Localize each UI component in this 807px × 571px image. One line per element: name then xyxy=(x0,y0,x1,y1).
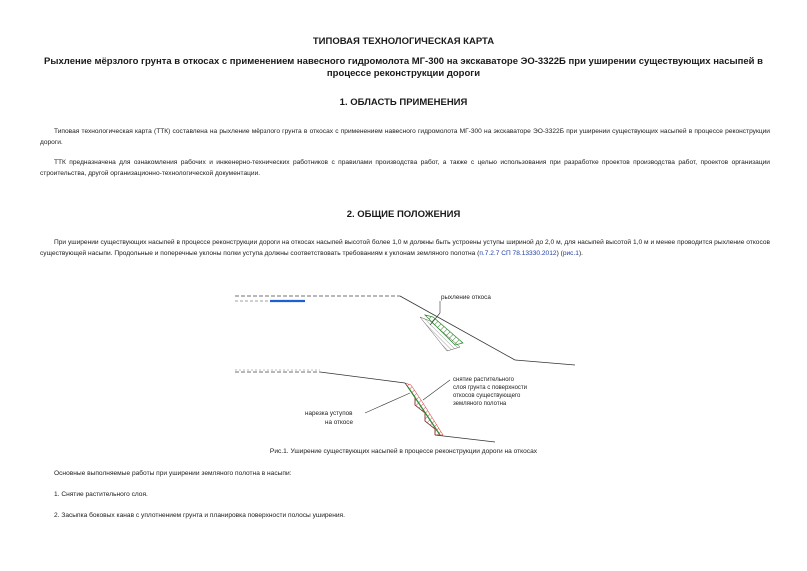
topsoil-leader xyxy=(423,380,450,400)
steps-label-line2: на откосе xyxy=(325,419,353,426)
topsoil-label-line2: слоя грунта с поверхности xyxy=(453,385,528,391)
topsoil-label-line3: откосов существующего xyxy=(453,393,521,399)
section-1-heading: 1. ОБЛАСТЬ ПРИМЕНЕНИЯ xyxy=(339,97,468,108)
embankment-widening-figure xyxy=(225,285,585,445)
topsoil-label-line4: земляного полотна xyxy=(453,401,507,407)
document-subtitle: Рыхление мёрзлого грунта в откосах с применением навесного гидромолота МГ-300 на экскаваторе ЭО-3322Б при уширении существующих насыпей в процессе реконструкции дороги xyxy=(44,56,763,79)
topsoil-label-line1: снятие растительного xyxy=(453,377,514,383)
section-2-heading: 2. ОБЩИЕ ПОЛОЖЕНИЯ xyxy=(346,209,461,220)
lower-top-line xyxy=(320,372,405,383)
works-item-1: 1. Снятие растительного слоя. xyxy=(54,491,148,498)
lower-toe-line xyxy=(435,435,495,442)
steps-leader xyxy=(365,393,410,413)
section-2-text: При уширении существующих насыпей в процессе реконструкции дороги на откосах насыпей высотой более 1,0 м должны быть устроены уступы шириной до 2,0 м, для насыпей высотой 1,0 м и менее проводится рыхление откосов существующей насыпи. Продольные и поперечные уклоны полки уступа должны соответствовать требованиям к уклонам земляного полотна ( xyxy=(40,239,770,257)
figure-caption: Рис.1. Уширение существующих насыпей в процессе реконструкции дороги на откосах xyxy=(269,448,538,455)
topsoil-strip xyxy=(408,387,440,435)
section-2-paragraph-1 xyxy=(40,238,770,259)
works-item-2: 2. Засыпка боковых канав с уплотнением грунта и планировка поверхности полосы уширения. xyxy=(54,512,345,519)
upper-profile xyxy=(235,294,575,365)
norm-reference-link[interactable]: п.7.2.7 СП 78.13330.2012 xyxy=(479,249,557,257)
section-2-text-end: ). xyxy=(578,249,583,257)
lower-profile xyxy=(235,370,527,442)
figure-reference-link[interactable]: рис.1 xyxy=(562,249,579,257)
works-intro: Основные выполняемые работы при уширении земляного полотна в насыпи: xyxy=(54,470,292,477)
section-1-paragraph-2: ТТК предназначена для ознакомления рабочих и инженерно-технических работников с правилами производства работ, а также с целью использования при разработке проектов производства работ, проектов организации строительства, другой организационно-технологической документации. xyxy=(40,159,770,177)
document-title: ТИПОВАЯ ТЕХНОЛОГИЧЕСКАЯ КАРТА xyxy=(312,36,495,47)
slope-line xyxy=(400,296,515,360)
section-2-text-mid: ) ( xyxy=(556,249,563,257)
section-1-paragraph-1: Типовая технологическая карта (ТТК) составлена на рыхление мёрзлого грунта в откосах с применением навесного гидромолота МГ-300 на экскаваторе ЭО-3322Б при уширении существующих насыпей в процессе реконструкции дороги. xyxy=(40,128,770,146)
slope-hatch-area xyxy=(420,317,460,351)
loosening-label: рыхление откоса xyxy=(441,294,491,301)
steps-label-line1: нарезка уступов xyxy=(305,410,353,417)
toe-line xyxy=(515,360,575,365)
